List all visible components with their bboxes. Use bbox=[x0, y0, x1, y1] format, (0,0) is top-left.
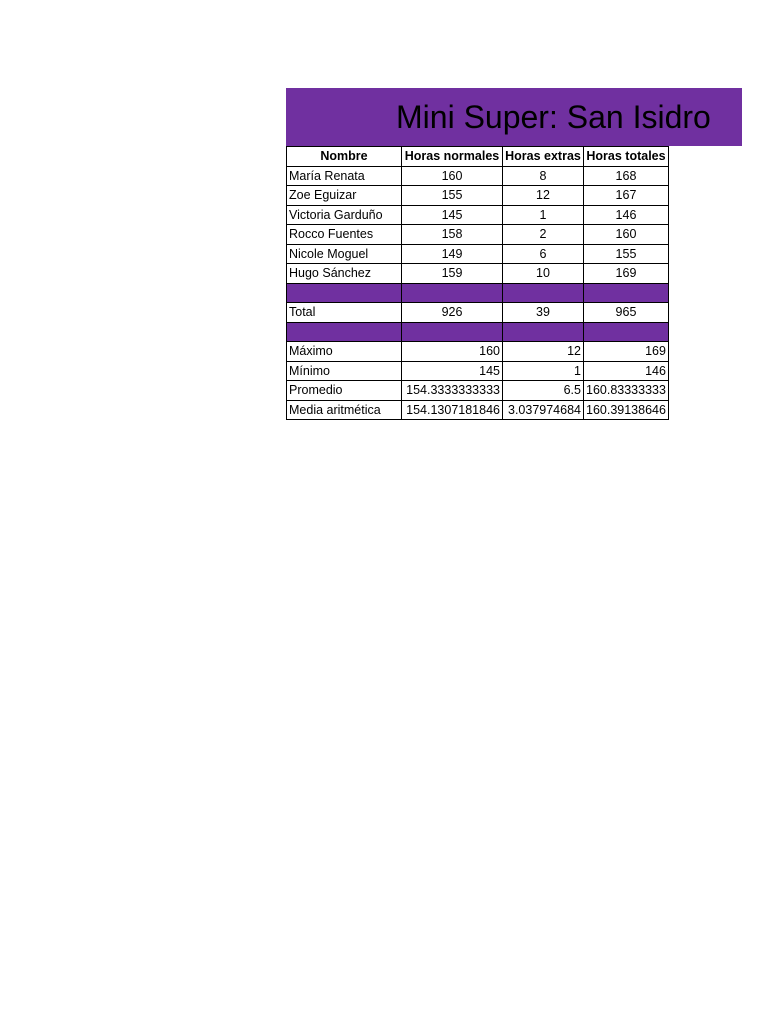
extra-hours-cell[interactable]: 8 bbox=[503, 166, 584, 186]
header-horas-normales[interactable]: Horas normales bbox=[402, 147, 503, 167]
employee-name[interactable]: María Renata bbox=[287, 166, 402, 186]
stat-label[interactable]: Media aritmética bbox=[287, 400, 402, 420]
extra-hours-cell[interactable]: 6 bbox=[503, 244, 584, 264]
employee-row bbox=[287, 186, 669, 206]
stat-normal-cell[interactable]: 160 bbox=[402, 342, 503, 362]
separator-cell[interactable] bbox=[402, 322, 503, 342]
stat-extra-cell[interactable]: 1 bbox=[503, 361, 584, 381]
separator-row bbox=[287, 322, 669, 342]
extra-hours-cell[interactable]: 2 bbox=[503, 225, 584, 245]
stat-row bbox=[287, 381, 669, 401]
employee-row bbox=[287, 225, 669, 245]
normal-hours-cell[interactable]: 158 bbox=[402, 225, 503, 245]
stat-extra-cell[interactable]: 12 bbox=[503, 342, 584, 362]
separator-cell[interactable] bbox=[402, 283, 503, 303]
employee-name[interactable]: Rocco Fuentes bbox=[287, 225, 402, 245]
employee-row bbox=[287, 244, 669, 264]
separator-row bbox=[287, 283, 669, 303]
stat-extra-cell[interactable]: 6.5 bbox=[503, 381, 584, 401]
total-total-cell[interactable]: 965 bbox=[584, 303, 669, 323]
stat-label[interactable]: Máximo bbox=[287, 342, 402, 362]
stat-total-cell[interactable]: 146 bbox=[584, 361, 669, 381]
total-hours-cell[interactable]: 155 bbox=[584, 244, 669, 264]
stat-extra-cell[interactable]: 3.037974684 bbox=[503, 400, 584, 420]
stat-total-cell[interactable]: 160.39138646 bbox=[584, 400, 669, 420]
employee-row bbox=[287, 264, 669, 284]
total-hours-cell[interactable]: 167 bbox=[584, 186, 669, 206]
separator-cell[interactable] bbox=[503, 322, 584, 342]
separator-cell[interactable] bbox=[584, 283, 669, 303]
extra-hours-cell[interactable]: 10 bbox=[503, 264, 584, 284]
normal-hours-cell[interactable]: 149 bbox=[402, 244, 503, 264]
total-hours-cell[interactable]: 169 bbox=[584, 264, 669, 284]
separator-cell[interactable] bbox=[503, 283, 584, 303]
hours-table bbox=[286, 146, 669, 420]
employee-row bbox=[287, 166, 669, 186]
extra-hours-cell[interactable]: 12 bbox=[503, 186, 584, 206]
employee-name[interactable]: Hugo Sánchez bbox=[287, 264, 402, 284]
total-row bbox=[287, 303, 669, 323]
stat-normal-cell[interactable]: 154.3333333333 bbox=[402, 381, 503, 401]
separator-cell[interactable] bbox=[287, 283, 402, 303]
separator-cell[interactable] bbox=[287, 322, 402, 342]
normal-hours-cell[interactable]: 160 bbox=[402, 166, 503, 186]
employee-name[interactable]: Nicole Moguel bbox=[287, 244, 402, 264]
employee-name[interactable]: Victoria Garduño bbox=[287, 205, 402, 225]
sheet-title: Mini Super: San Isidro bbox=[396, 99, 711, 135]
stat-row bbox=[287, 342, 669, 362]
total-label[interactable]: Total bbox=[287, 303, 402, 323]
header-horas-totales[interactable]: Horas totales bbox=[584, 147, 669, 167]
employee-name[interactable]: Zoe Eguizar bbox=[287, 186, 402, 206]
stat-row bbox=[287, 361, 669, 381]
normal-hours-cell[interactable]: 145 bbox=[402, 205, 503, 225]
separator-cell[interactable] bbox=[584, 322, 669, 342]
header-horas-extras[interactable]: Horas extras bbox=[503, 147, 584, 167]
header-row bbox=[287, 147, 669, 167]
stat-total-cell[interactable]: 160.83333333 bbox=[584, 381, 669, 401]
employee-row bbox=[287, 205, 669, 225]
stat-label[interactable]: Mínimo bbox=[287, 361, 402, 381]
total-hours-cell[interactable]: 168 bbox=[584, 166, 669, 186]
total-normal-cell[interactable]: 926 bbox=[402, 303, 503, 323]
extra-hours-cell[interactable]: 1 bbox=[503, 205, 584, 225]
stat-normal-cell[interactable]: 154.1307181846 bbox=[402, 400, 503, 420]
normal-hours-cell[interactable]: 155 bbox=[402, 186, 503, 206]
total-hours-cell[interactable]: 160 bbox=[584, 225, 669, 245]
total-hours-cell[interactable]: 146 bbox=[584, 205, 669, 225]
header-nombre[interactable]: Nombre bbox=[287, 147, 402, 167]
stat-row bbox=[287, 400, 669, 420]
stat-normal-cell[interactable]: 145 bbox=[402, 361, 503, 381]
stat-total-cell[interactable]: 169 bbox=[584, 342, 669, 362]
total-extra-cell[interactable]: 39 bbox=[503, 303, 584, 323]
normal-hours-cell[interactable]: 159 bbox=[402, 264, 503, 284]
stat-label[interactable]: Promedio bbox=[287, 381, 402, 401]
